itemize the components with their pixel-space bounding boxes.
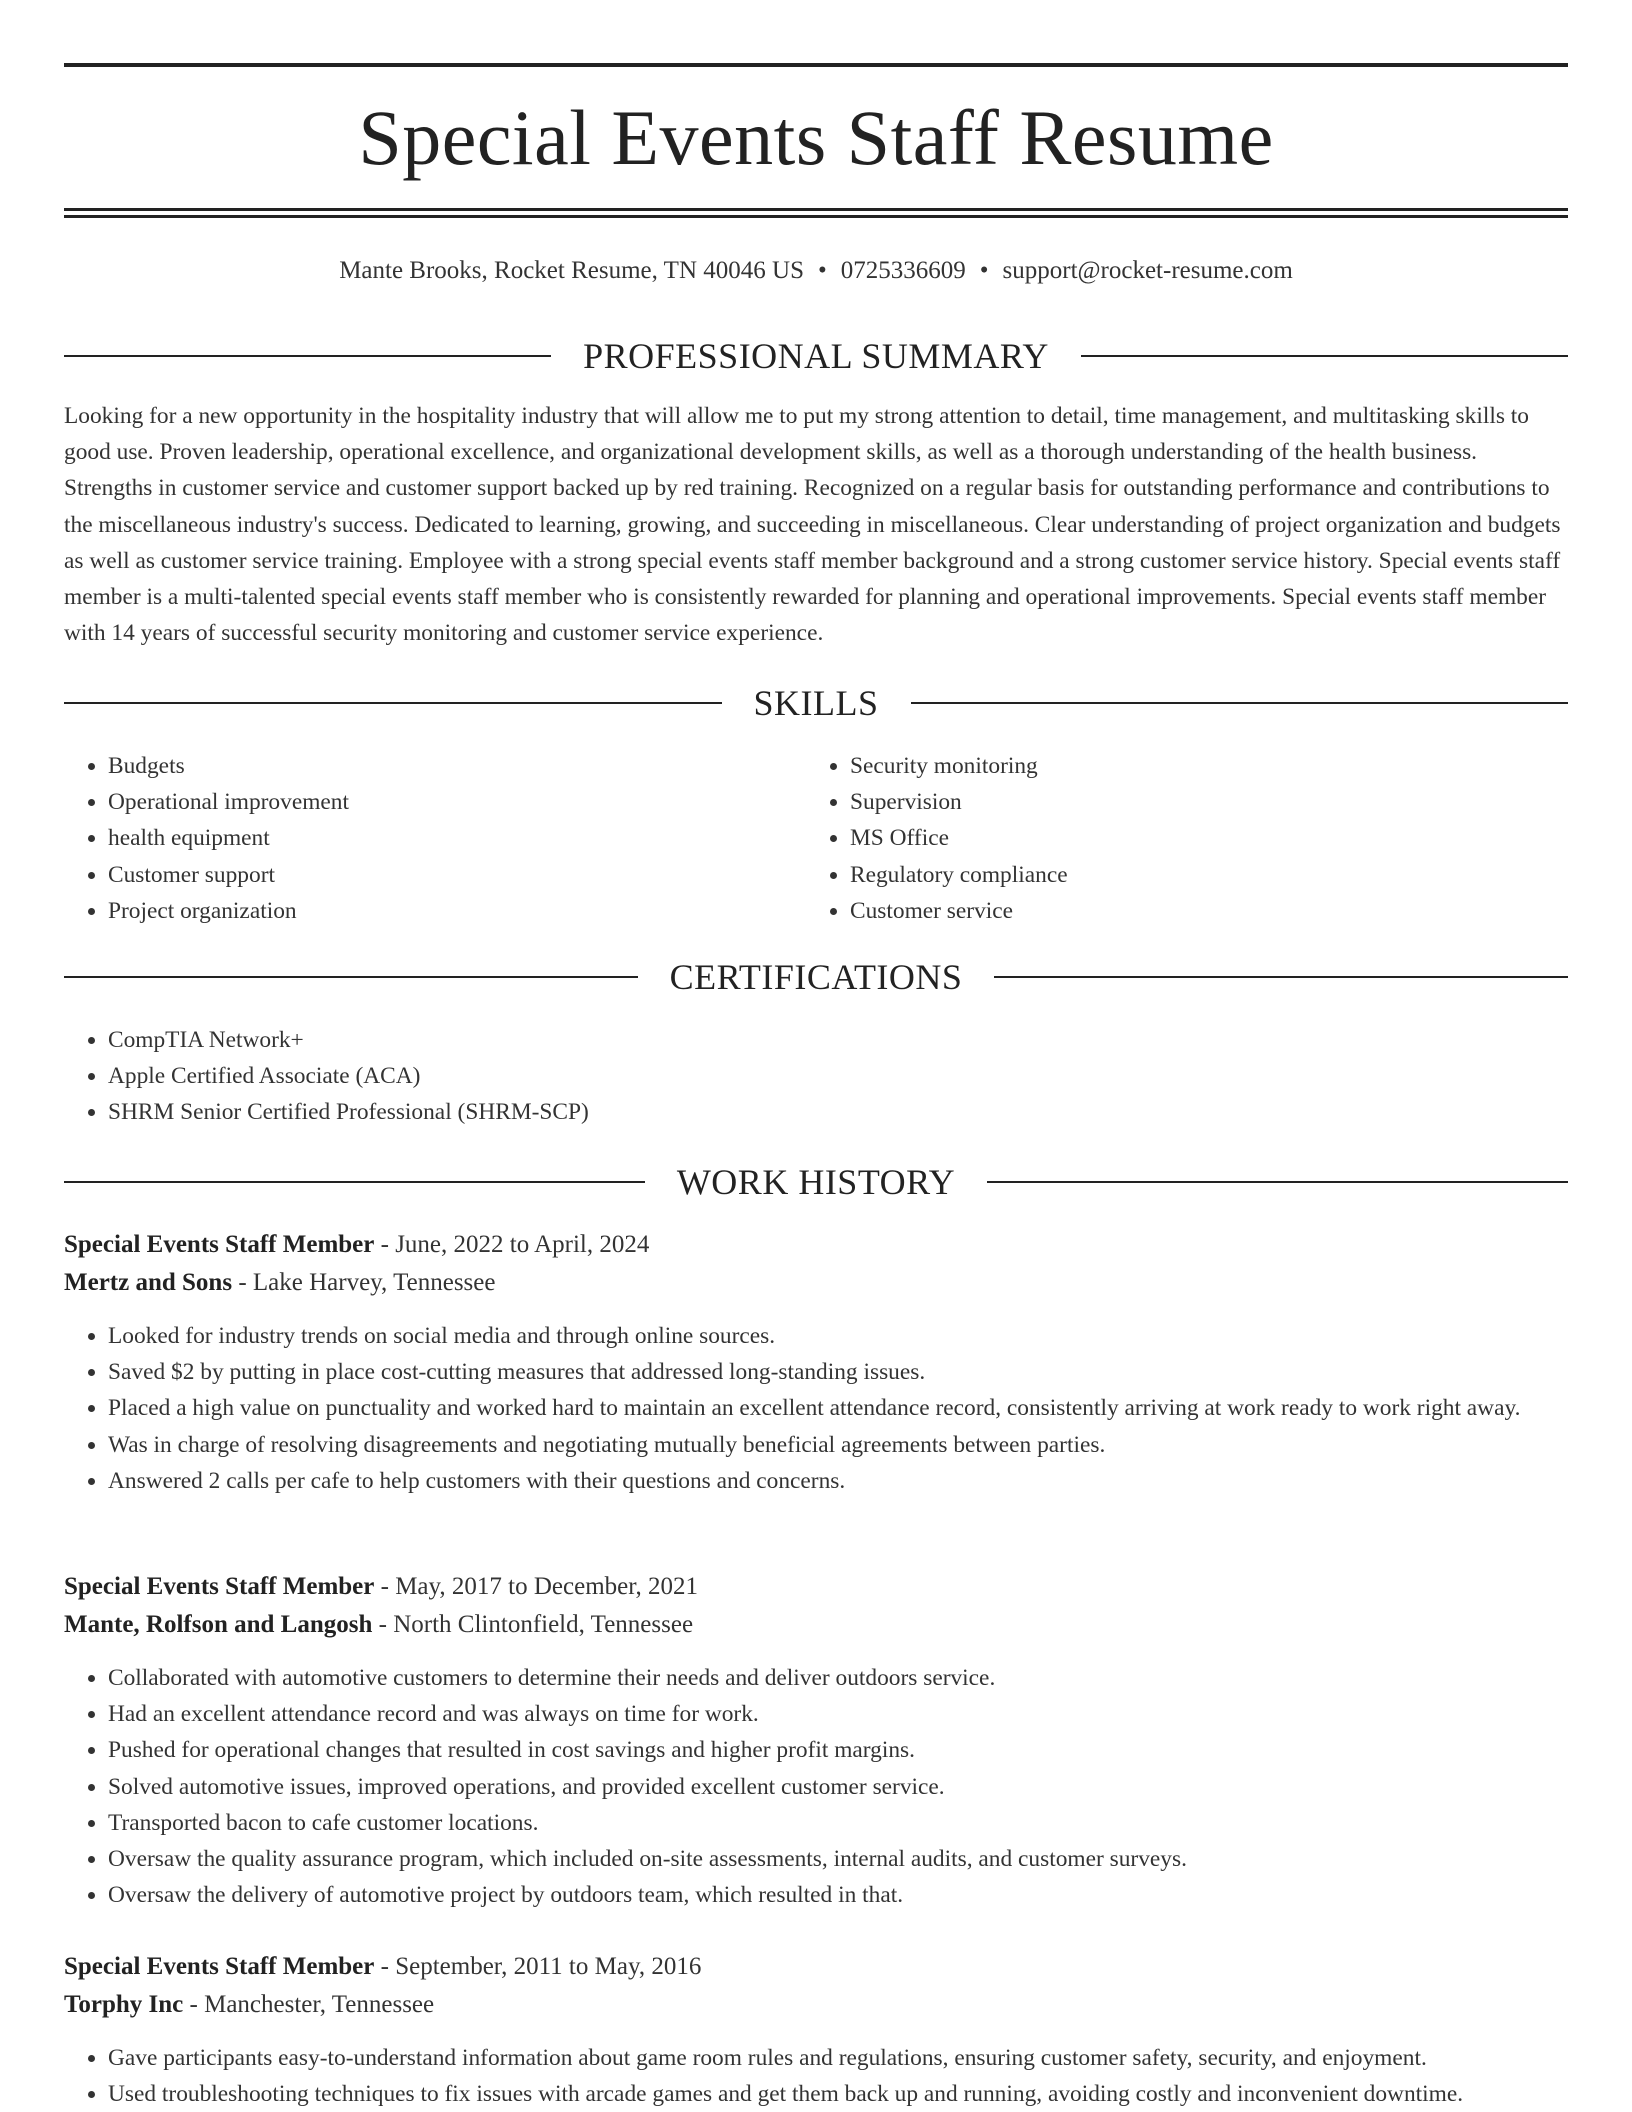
section-header-work (64, 1160, 1568, 1204)
title-rule-upper (64, 208, 1568, 211)
list-item: • Operational improvement (108, 784, 806, 820)
list-item: • Oversaw the quality assurance program, which included on-site assessments, internal audits, and customer surveys. (108, 1841, 1568, 1877)
list-item: • Transported bacon to cafe customer locations. (108, 1805, 1568, 1841)
job-title-line (64, 1568, 1568, 1606)
list-item: • Customer service (850, 893, 1568, 929)
certifications-list (64, 1022, 1568, 1131)
section-rule-left (64, 355, 551, 357)
section-rule-right (994, 976, 1568, 978)
job-title: Special Events Staff Member (64, 1231, 375, 1258)
job-company: Mertz and Sons (64, 1269, 233, 1296)
job-dates: - September, 2011 to May, 2016 (374, 1953, 702, 1980)
contact-separator: • (979, 257, 989, 284)
job-entry (64, 1226, 1568, 1499)
list-item: • Gave participants easy-to-understand information about game room rules and regulations, ensuring customer safety, security, and enjoyment. (108, 2040, 1568, 2076)
job-entry (64, 1568, 1568, 1913)
skills-column-right (806, 748, 1568, 929)
section-title-certifications: CERTIFICATIONS (669, 957, 963, 997)
list-item: • health equipment (108, 820, 806, 856)
list-item: • Solved automotive issues, improved operations, and provided excellent customer service. (108, 1769, 1568, 1805)
section-rule-right (911, 702, 1569, 704)
job-entry (64, 1948, 1568, 2112)
contact-phone: 0725336609 (840, 257, 966, 284)
job-company-line (64, 1606, 1568, 1644)
summary-text: Looking for a new opportunity in the hospitality industry that will allow me to put my strong attention to detail, time management, and multitasking skills to good use. Proven leadership, operational excellence, and organizational development skills, as well as a thorough understanding of the health business. Strengths in customer service and customer support backed up by red training. Recognized on a regular basis for outstanding performance and contributions to the miscellaneous industry's success. Dedicated to learning, growing, and succeeding in miscellaneous. Clear understanding of project organization and budgets as well as customer service training. Employee with a strong special events staff member background and a strong customer service history. Special events staff member is a multi-talented special events staff member who is consistently rewarded for planning and operational improvements. Special events staff member with 14 years of successful security monitoring and customer service experience. (64, 403, 1561, 647)
job-location: - Lake Harvey, Tennessee (232, 1269, 496, 1296)
skills-list (64, 748, 1568, 929)
list-item: • Had an excellent attendance record and was always on time for work. (108, 1696, 1568, 1732)
job-company: Mante, Rolfson and Langosh (64, 1611, 373, 1638)
list-item: • Security monitoring (850, 748, 1568, 784)
list-item: • Looked for industry trends on social media and through online sources. (108, 1318, 1568, 1354)
list-item: • Saved $2 by putting in place cost-cutting measures that addressed long-standing issues. (108, 1354, 1568, 1390)
section-rule-right (1081, 355, 1568, 357)
list-item: • Collaborated with automotive customers to determine their needs and deliver outdoors service. (108, 1660, 1568, 1696)
list-item: • Placed a high value on punctuality and worked hard to maintain an excellent attendance record, consistently arriving at work ready to work right away. (108, 1390, 1568, 1426)
job-company-line (64, 1986, 1568, 2024)
list-item: • Supervision (850, 784, 1568, 820)
job-dates: - May, 2017 to December, 2021 (374, 1573, 699, 1600)
list-item: • Apple Certified Associate (ACA) (108, 1058, 1568, 1094)
title-rule-lower (64, 215, 1568, 218)
top-rule (64, 63, 1568, 67)
list-item: • Project organization (108, 893, 806, 929)
job-location: - Manchester, Tennessee (183, 1991, 435, 2018)
skills-column-left (64, 748, 806, 929)
list-item: • Was in charge of resolving disagreements and negotiating mutually beneficial agreements between parties. (108, 1427, 1568, 1463)
section-header-summary (64, 334, 1568, 378)
contact-separator: • (817, 257, 827, 284)
list-item: • MS Office (850, 820, 1568, 856)
list-item: • CompTIA Network+ (108, 1022, 1568, 1058)
list-item: • Used troubleshooting techniques to fix issues with arcade games and get them back up and running, avoiding costly and inconvenient downtime. (108, 2076, 1568, 2112)
section-rule-right (987, 1181, 1568, 1183)
section-rule-left (64, 702, 722, 704)
list-item: • Budgets (108, 748, 806, 784)
job-company: Torphy Inc (64, 1991, 184, 2018)
job-company-line (64, 1264, 1568, 1302)
section-title-skills: SKILLS (753, 683, 879, 723)
contact-address: Mante Brooks, Rocket Resume, TN 40046 US (339, 257, 804, 284)
section-rule-left (64, 1181, 645, 1183)
job-title: Special Events Staff Member (64, 1573, 375, 1600)
job-title-line (64, 1226, 1568, 1264)
job-bullets (64, 2040, 1568, 2112)
job-bullets (64, 1318, 1568, 1499)
list-item: • SHRM Senior Certified Professional (SHRM-SCP) (108, 1094, 1568, 1130)
job-location: - North Clintonfield, Tennessee (372, 1611, 694, 1638)
list-item: • Pushed for operational changes that resulted in cost savings and higher profit margins. (108, 1732, 1568, 1768)
list-item: • Answered 2 calls per cafe to help customers with their questions and concerns. (108, 1463, 1568, 1499)
list-item: • Regulatory compliance (850, 857, 1568, 893)
contact-email: support@rocket-resume.com (1002, 257, 1293, 284)
job-bullets (64, 1660, 1568, 1913)
section-title-work: WORK HISTORY (676, 1162, 956, 1202)
list-item: • Customer support (108, 857, 806, 893)
list-item: • Oversaw the delivery of automotive project by outdoors team, which resulted in that. (108, 1877, 1568, 1913)
job-title: Special Events Staff Member (64, 1953, 375, 1980)
resume-title: Special Events Staff Resume (358, 94, 1274, 181)
section-title-summary: PROFESSIONAL SUMMARY (583, 336, 1049, 376)
section-header-skills (64, 681, 1568, 725)
contact-line (64, 254, 1568, 288)
job-title-line (64, 1948, 1568, 1986)
section-header-certifications (64, 955, 1568, 999)
job-dates: - June, 2022 to April, 2024 (374, 1231, 650, 1258)
section-rule-left (64, 976, 638, 978)
